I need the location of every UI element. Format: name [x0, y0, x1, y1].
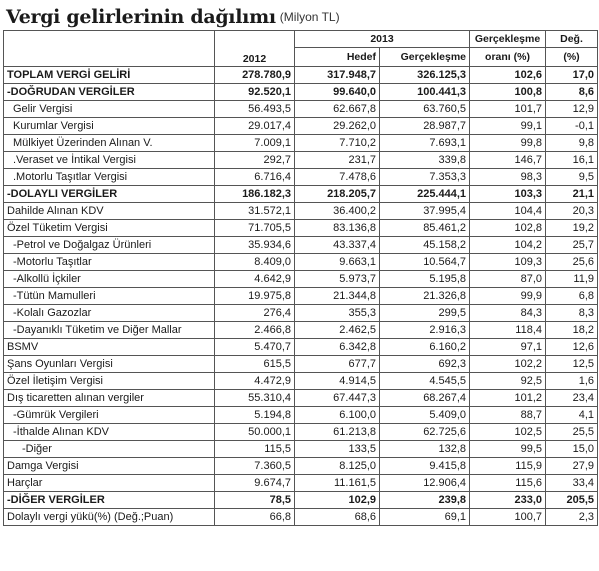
- title-bar: [0, 0, 599, 30]
- cell-hedef: 9.663,1: [295, 254, 380, 271]
- cell-oran: 99,1: [470, 118, 546, 135]
- cell-oran: 101,2: [470, 390, 546, 407]
- cell-2012: 292,7: [215, 152, 295, 169]
- cell-degisim: 16,1: [546, 152, 598, 169]
- row-label: Şans Oyunları Vergisi: [4, 356, 215, 373]
- cell-degisim: 15,0: [546, 441, 598, 458]
- cell-degisim: 27,9: [546, 458, 598, 475]
- cell-gerceklesme: 4.545,5: [380, 373, 470, 390]
- cell-2012: 55.310,4: [215, 390, 295, 407]
- cell-2012: 615,5: [215, 356, 295, 373]
- cell-hedef: 317.948,7: [295, 67, 380, 84]
- cell-2012: 78,5: [215, 492, 295, 509]
- row-label: Harçlar: [4, 475, 215, 492]
- row-label: .Motorlu Taşıtlar Vergisi: [4, 169, 215, 186]
- cell-degisim: 1,6: [546, 373, 598, 390]
- cell-oran: 146,7: [470, 152, 546, 169]
- cell-2012: 6.716,4: [215, 169, 295, 186]
- cell-degisim: 9,5: [546, 169, 598, 186]
- cell-2012: 5.470,7: [215, 339, 295, 356]
- table-row: [4, 322, 598, 339]
- cell-2012: 66,8: [215, 509, 295, 526]
- cell-hedef: 61.213,8: [295, 424, 380, 441]
- header-oran-line1: Gerçekleşme: [470, 31, 546, 48]
- cell-hedef: 2.462,5: [295, 322, 380, 339]
- cell-hedef: 83.136,8: [295, 220, 380, 237]
- table-row: [4, 356, 598, 373]
- cell-hedef: 7.478,6: [295, 169, 380, 186]
- cell-hedef: 11.161,5: [295, 475, 380, 492]
- cell-degisim: 6,8: [546, 288, 598, 305]
- table-row: [4, 254, 598, 271]
- row-label: Dış ticaretten alınan vergiler: [4, 390, 215, 407]
- table-row: [4, 84, 598, 101]
- cell-hedef: 36.400,2: [295, 203, 380, 220]
- cell-gerceklesme: 692,3: [380, 356, 470, 373]
- cell-oran: 87,0: [470, 271, 546, 288]
- cell-oran: 102,8: [470, 220, 546, 237]
- cell-hedef: 102,9: [295, 492, 380, 509]
- row-label: -Alkollü İçkiler: [4, 271, 215, 288]
- row-label: .Veraset ve İntikal Vergisi: [4, 152, 215, 169]
- cell-hedef: 29.262,0: [295, 118, 380, 135]
- cell-hedef: 7.710,2: [295, 135, 380, 152]
- cell-degisim: 20,3: [546, 203, 598, 220]
- table-row: [4, 305, 598, 322]
- cell-gerceklesme: 5.195,8: [380, 271, 470, 288]
- row-label: Mülkiyet Üzerinden Alınan V.: [4, 135, 215, 152]
- cell-degisim: 25,6: [546, 254, 598, 271]
- cell-hedef: 355,3: [295, 305, 380, 322]
- cell-degisim: 9,8: [546, 135, 598, 152]
- row-label: Gelir Vergisi: [4, 101, 215, 118]
- cell-2012: 56.493,5: [215, 101, 295, 118]
- row-label: -Gümrük Vergileri: [4, 407, 215, 424]
- cell-oran: 84,3: [470, 305, 546, 322]
- cell-gerceklesme: 132,8: [380, 441, 470, 458]
- row-label: -Petrol ve Doğalgaz Ürünleri: [4, 237, 215, 254]
- unit-label: (Milyon TL): [279, 10, 340, 24]
- cell-2012: 2.466,8: [215, 322, 295, 339]
- cell-gerceklesme: 62.725,6: [380, 424, 470, 441]
- cell-degisim: 21,1: [546, 186, 598, 203]
- row-label: -Kolalı Gazozlar: [4, 305, 215, 322]
- cell-2012: 5.194,8: [215, 407, 295, 424]
- cell-degisim: 8,6: [546, 84, 598, 101]
- row-label: -Tütün Mamulleri: [4, 288, 215, 305]
- cell-degisim: 11,9: [546, 271, 598, 288]
- table-row: [4, 220, 598, 237]
- header-gerceklesme: Gerçekleşme: [380, 48, 470, 67]
- cell-gerceklesme: 299,5: [380, 305, 470, 322]
- cell-gerceklesme: 12.906,4: [380, 475, 470, 492]
- cell-hedef: 68,6: [295, 509, 380, 526]
- cell-2012: 8.409,0: [215, 254, 295, 271]
- table-row: [4, 441, 598, 458]
- table-row: [4, 288, 598, 305]
- cell-2012: 186.182,3: [215, 186, 295, 203]
- row-label: Kurumlar Vergisi: [4, 118, 215, 135]
- cell-oran: 102,5: [470, 424, 546, 441]
- cell-degisim: 17,0: [546, 67, 598, 84]
- cell-degisim: 12,9: [546, 101, 598, 118]
- cell-2012: 31.572,1: [215, 203, 295, 220]
- header-deg-line1: Değ.: [546, 31, 598, 48]
- table-row: [4, 492, 598, 509]
- cell-degisim: 12,6: [546, 339, 598, 356]
- table-row: [4, 169, 598, 186]
- cell-oran: 233,0: [470, 492, 546, 509]
- cell-oran: 99,8: [470, 135, 546, 152]
- header-row-1: [4, 31, 598, 48]
- cell-oran: 100,7: [470, 509, 546, 526]
- row-label: Özel Tüketim Vergisi: [4, 220, 215, 237]
- cell-hedef: 62.667,8: [295, 101, 380, 118]
- cell-oran: 118,4: [470, 322, 546, 339]
- row-label: -İthalde Alınan KDV: [4, 424, 215, 441]
- cell-degisim: 4,1: [546, 407, 598, 424]
- cell-gerceklesme: 225.444,1: [380, 186, 470, 203]
- cell-gerceklesme: 326.125,3: [380, 67, 470, 84]
- row-label: -DOĞRUDAN VERGİLER: [4, 84, 215, 101]
- cell-gerceklesme: 2.916,3: [380, 322, 470, 339]
- cell-hedef: 218.205,7: [295, 186, 380, 203]
- cell-oran: 99,5: [470, 441, 546, 458]
- cell-gerceklesme: 28.987,7: [380, 118, 470, 135]
- table-row: [4, 424, 598, 441]
- cell-degisim: 23,4: [546, 390, 598, 407]
- cell-hedef: 133,5: [295, 441, 380, 458]
- cell-gerceklesme: 21.326,8: [380, 288, 470, 305]
- cell-2012: 278.780,9: [215, 67, 295, 84]
- cell-oran: 88,7: [470, 407, 546, 424]
- table-row: [4, 373, 598, 390]
- table-row: [4, 101, 598, 118]
- header-2013: 2013: [295, 31, 470, 48]
- cell-gerceklesme: 69,1: [380, 509, 470, 526]
- cell-gerceklesme: 10.564,7: [380, 254, 470, 271]
- header-2012: 2012: [215, 31, 295, 67]
- cell-hedef: 6.342,8: [295, 339, 380, 356]
- cell-gerceklesme: 7.693,1: [380, 135, 470, 152]
- cell-gerceklesme: 45.158,2: [380, 237, 470, 254]
- header-oran-line2: oranı (%): [470, 48, 546, 67]
- table-row: [4, 271, 598, 288]
- row-label: -Dayanıklı Tüketim ve Diğer Mallar: [4, 322, 215, 339]
- table-row: [4, 67, 598, 84]
- row-label: Damga Vergisi: [4, 458, 215, 475]
- cell-oran: 104,2: [470, 237, 546, 254]
- cell-oran: 100,8: [470, 84, 546, 101]
- cell-gerceklesme: 339,8: [380, 152, 470, 169]
- table-row: [4, 186, 598, 203]
- cell-2012: 71.705,5: [215, 220, 295, 237]
- cell-gerceklesme: 239,8: [380, 492, 470, 509]
- cell-oran: 97,1: [470, 339, 546, 356]
- cell-degisim: 33,4: [546, 475, 598, 492]
- cell-2012: 4.472,9: [215, 373, 295, 390]
- table-row: [4, 407, 598, 424]
- cell-oran: 104,4: [470, 203, 546, 220]
- cell-gerceklesme: 85.461,2: [380, 220, 470, 237]
- cell-2012: 19.975,8: [215, 288, 295, 305]
- cell-2012: 276,4: [215, 305, 295, 322]
- row-label: BSMV: [4, 339, 215, 356]
- header-deg-line2: (%): [546, 48, 598, 67]
- table-row: [4, 203, 598, 220]
- cell-degisim: -0,1: [546, 118, 598, 135]
- cell-gerceklesme: 100.441,3: [380, 84, 470, 101]
- table-row: [4, 509, 598, 526]
- row-label: -Motorlu Taşıtlar: [4, 254, 215, 271]
- header-hedef: Hedef: [295, 48, 380, 67]
- cell-gerceklesme: 37.995,4: [380, 203, 470, 220]
- cell-2012: 4.642,9: [215, 271, 295, 288]
- row-label: -DOLAYLI VERGİLER: [4, 186, 215, 203]
- cell-oran: 92,5: [470, 373, 546, 390]
- tax-revenue-table: [3, 30, 598, 526]
- cell-degisim: 25,5: [546, 424, 598, 441]
- cell-degisim: 19,2: [546, 220, 598, 237]
- table-row: [4, 475, 598, 492]
- table-row: [4, 458, 598, 475]
- cell-2012: 35.934,6: [215, 237, 295, 254]
- cell-oran: 102,2: [470, 356, 546, 373]
- cell-hedef: 8.125,0: [295, 458, 380, 475]
- cell-gerceklesme: 6.160,2: [380, 339, 470, 356]
- row-label: Dolaylı vergi yükü(%) (Değ.;Puan): [4, 509, 215, 526]
- cell-gerceklesme: 9.415,8: [380, 458, 470, 475]
- table-body: [4, 67, 598, 526]
- cell-2012: 7.009,1: [215, 135, 295, 152]
- row-label: Özel İletişim Vergisi: [4, 373, 215, 390]
- table-row: [4, 135, 598, 152]
- cell-oran: 109,3: [470, 254, 546, 271]
- cell-oran: 103,3: [470, 186, 546, 203]
- header-blank: [4, 31, 215, 67]
- cell-hedef: 43.337,4: [295, 237, 380, 254]
- cell-gerceklesme: 5.409,0: [380, 407, 470, 424]
- cell-2012: 7.360,5: [215, 458, 295, 475]
- cell-2012: 9.674,7: [215, 475, 295, 492]
- cell-hedef: 4.914,5: [295, 373, 380, 390]
- cell-oran: 115,9: [470, 458, 546, 475]
- cell-2012: 92.520,1: [215, 84, 295, 101]
- cell-hedef: 677,7: [295, 356, 380, 373]
- cell-gerceklesme: 7.353,3: [380, 169, 470, 186]
- cell-2012: 50.000,1: [215, 424, 295, 441]
- table-row: [4, 118, 598, 135]
- cell-2012: 29.017,4: [215, 118, 295, 135]
- page-title: Vergi gelirlerinin dağılımı: [6, 6, 276, 28]
- cell-oran: 99,9: [470, 288, 546, 305]
- cell-hedef: 99.640,0: [295, 84, 380, 101]
- cell-degisim: 8,3: [546, 305, 598, 322]
- cell-hedef: 231,7: [295, 152, 380, 169]
- cell-hedef: 21.344,8: [295, 288, 380, 305]
- cell-degisim: 18,2: [546, 322, 598, 339]
- cell-gerceklesme: 68.267,4: [380, 390, 470, 407]
- cell-hedef: 67.447,3: [295, 390, 380, 407]
- cell-oran: 98,3: [470, 169, 546, 186]
- cell-hedef: 6.100,0: [295, 407, 380, 424]
- cell-degisim: 205,5: [546, 492, 598, 509]
- row-label: -Diğer: [4, 441, 215, 458]
- cell-oran: 102,6: [470, 67, 546, 84]
- table-row: [4, 152, 598, 169]
- row-label: TOPLAM VERGİ GELİRİ: [4, 67, 215, 84]
- cell-oran: 101,7: [470, 101, 546, 118]
- table-row: [4, 390, 598, 407]
- row-label: Dahilde Alınan KDV: [4, 203, 215, 220]
- cell-2012: 115,5: [215, 441, 295, 458]
- cell-degisim: 12,5: [546, 356, 598, 373]
- cell-gerceklesme: 63.760,5: [380, 101, 470, 118]
- table-row: [4, 237, 598, 254]
- row-label: -DİĞER VERGİLER: [4, 492, 215, 509]
- cell-hedef: 5.973,7: [295, 271, 380, 288]
- cell-degisim: 25,7: [546, 237, 598, 254]
- table-row: [4, 339, 598, 356]
- cell-degisim: 2,3: [546, 509, 598, 526]
- cell-oran: 115,6: [470, 475, 546, 492]
